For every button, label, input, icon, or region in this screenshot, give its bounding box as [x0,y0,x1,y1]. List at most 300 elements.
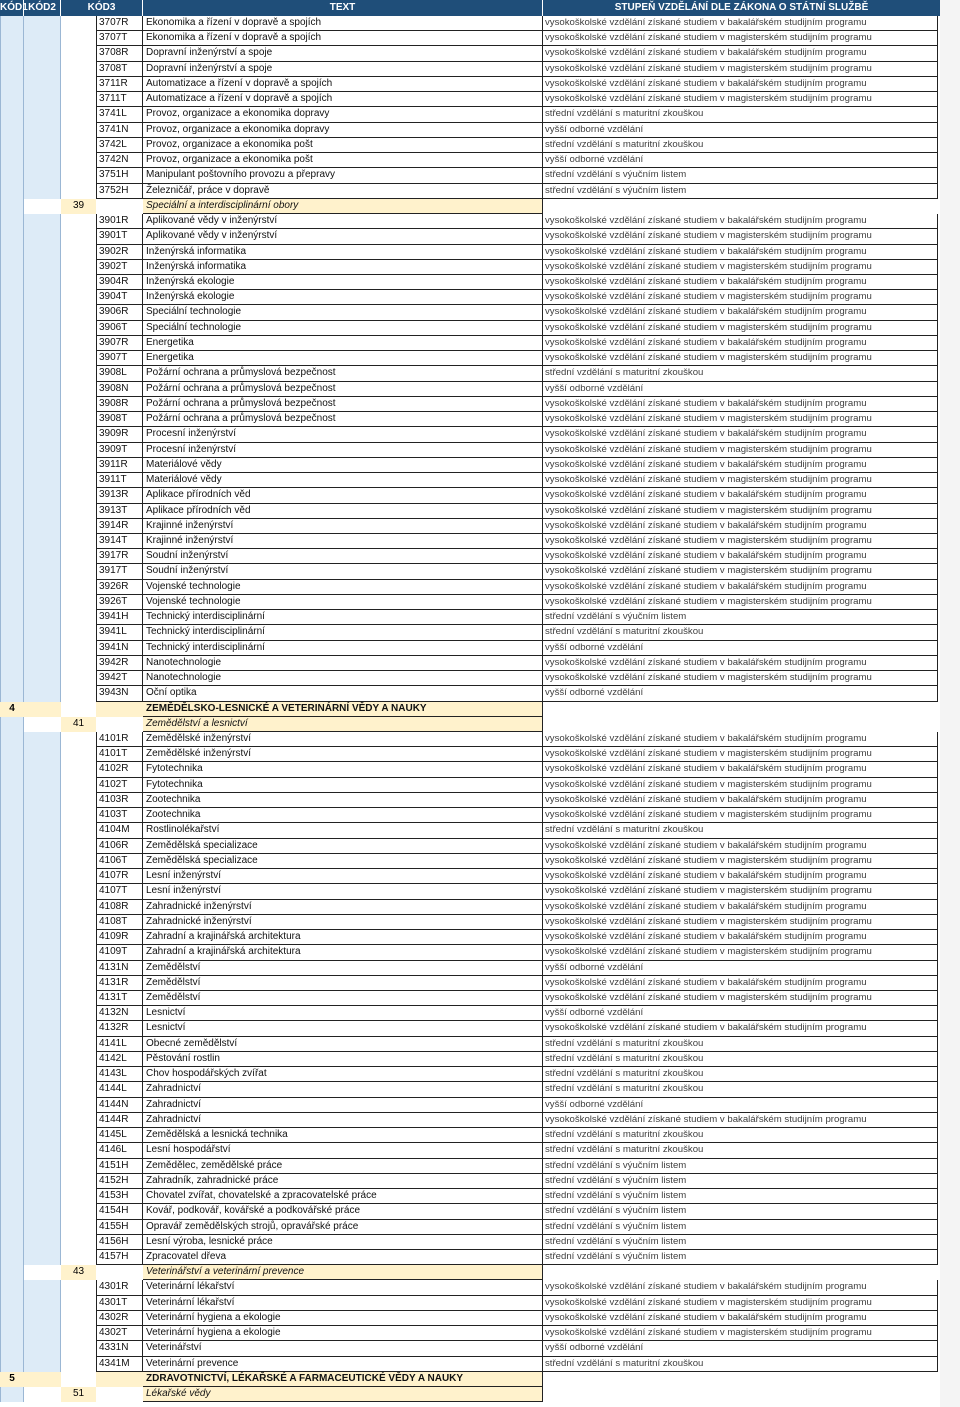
table-row[interactable] [0,1341,940,1356]
kod3-cell: 4131T [96,991,143,1006]
kod1-cell [0,1052,24,1067]
kod2-cell [24,473,61,488]
stupen-cell: vysokoškolské vzdělání získané studiem v magisterském studijním programu [543,260,938,275]
table-row[interactable] [0,564,940,579]
kod2-cell [24,412,61,427]
text-cell: Speciální a interdisciplinární obory [143,199,543,214]
text-cell: ZEMĚDĚLSKO-LESNICKÉ A VETERINÁRNÍ VĚDY A NAUKY [143,702,543,717]
stupen-cell: vysokoškolské vzdělání získané studiem v bakalářském studijním programu [543,1280,938,1295]
table-row[interactable] [0,549,940,564]
table-row[interactable] [0,290,940,305]
stupen-cell: střední vzdělání s maturitní zkouškou [543,625,938,640]
stupen-cell [543,1372,938,1387]
text-cell: Chovatel zvířat, chovatelské a zpracovatelské práce [143,1189,543,1204]
kod1-cell [0,519,24,534]
stupen-cell: střední vzdělání s maturitní zkouškou [543,1082,938,1097]
table-row[interactable] [0,46,940,61]
text-cell: Veterinární lékařství [143,1296,543,1311]
kod2-cell [24,245,61,260]
kod1-cell [0,351,24,366]
kod3-cell: 3941L [96,625,143,640]
kod3-cell: 4144L [96,1082,143,1097]
kod1-cell [0,290,24,305]
table-row[interactable] [0,839,940,854]
kod3-cell: 3926R [96,580,143,595]
stupen-cell: vysokoškolské vzdělání získané studiem v magisterském studijním programu [543,412,938,427]
stupen-cell: střední vzdělání s maturitní zkouškou [543,1128,938,1143]
table-row[interactable] [0,1296,940,1311]
kod1-cell [0,443,24,458]
table-row[interactable] [0,123,940,138]
kod1-cell [0,1189,24,1204]
stupen-cell: vysokoškolské vzdělání získané studiem v magisterském studijním programu [543,778,938,793]
table-row[interactable] [0,900,940,915]
kod3-cell: 4144N [96,1098,143,1113]
table-row[interactable] [0,412,940,427]
table-row[interactable] [0,1204,940,1219]
kod1-cell [0,945,24,960]
kod2-cell [24,854,61,869]
table-row[interactable] [0,229,940,244]
text-cell: Veterinární prevence [143,1357,543,1372]
kod3-cell: 4341M [96,1357,143,1372]
text-cell: Nanotechnologie [143,671,543,686]
table-row[interactable] [0,1357,940,1372]
table-row[interactable] [0,869,940,884]
stupen-cell: vysokoškolské vzdělání získané studiem v magisterském studijním programu [543,92,938,107]
table-row[interactable] [0,823,940,838]
kod1-cell [0,839,24,854]
table-row[interactable] [0,382,940,397]
stupen-cell: vysokoškolské vzdělání získané studiem v magisterském studijním programu [543,62,938,77]
stupen-cell: vysokoškolské vzdělání získané studiem v magisterském studijním programu [543,564,938,579]
group-row-level2[interactable] [0,1265,940,1280]
stupen-cell: vyšší odborné vzdělání [543,641,938,656]
kod1-cell [0,366,24,381]
text-cell: Železničář, práce v dopravě [143,184,543,199]
kod2-cell [24,869,61,884]
kod3-cell: 3911T [96,473,143,488]
kod2-cell [24,427,61,442]
text-cell: Manipulant poštovního provozu a přepravy [143,168,543,183]
table-row[interactable] [0,625,940,640]
kod3-cell [96,717,143,732]
kod2-cell [24,77,61,92]
kod1-cell [0,382,24,397]
table-row[interactable] [0,976,940,991]
stupen-cell [543,1387,938,1402]
kod1-cell [0,1265,24,1280]
stupen-cell: vyšší odborné vzdělání [543,1006,938,1021]
group-row-level1[interactable] [0,1372,940,1387]
kod1-cell [0,610,24,625]
stupen-cell: vysokoškolské vzdělání získané studiem v magisterském studijním programu [543,991,938,1006]
kod3-cell: 4108R [96,900,143,915]
kod1-cell [0,1357,24,1372]
text-cell: Požární ochrana a průmyslová bezpečnost [143,397,543,412]
kod1-cell [0,915,24,930]
text-cell: Zemědělské inženýrství [143,747,543,762]
kod2-cell [24,1204,61,1219]
table-row[interactable] [0,351,940,366]
stupen-cell: vysokoškolské vzdělání získané studiem v bakalářském studijním programu [543,458,938,473]
kod3-cell: 4109T [96,945,143,960]
stupen-cell: vysokoškolské vzdělání získané studiem v bakalářském studijním programu [543,869,938,884]
group-row-level2[interactable] [0,717,940,732]
kod2-cell [24,930,61,945]
stupen-cell: vysokoškolské vzdělání získané studiem v bakalářském studijním programu [543,275,938,290]
text-cell: Zahradnické inženýrství [143,915,543,930]
kod1-cell [0,549,24,564]
table-row[interactable] [0,92,940,107]
table-row[interactable] [0,168,940,183]
kod2-cell [24,488,61,503]
kod3-cell: 4132R [96,1021,143,1036]
stupen-cell: střední vzdělání s maturitní zkouškou [543,1037,938,1052]
kod1-cell [0,1204,24,1219]
text-cell: Inženýrská ekologie [143,275,543,290]
kod1-cell [0,214,24,229]
kod3-cell: 3913T [96,504,143,519]
stupen-cell: vysokoškolské vzdělání získané studiem v bakalářském studijním programu [543,336,938,351]
kod3-cell: 4156H [96,1235,143,1250]
stupen-cell: střední vzdělání s výučním listem [543,1159,938,1174]
kod2-cell [24,1037,61,1052]
kod2-cell [24,762,61,777]
stupen-cell: vysokoškolské vzdělání získané studiem v magisterském studijním programu [543,31,938,46]
kod2-cell [24,229,61,244]
table-row[interactable] [0,762,940,777]
table-row[interactable] [0,427,940,442]
stupen-cell: střední vzdělání s výučním listem [543,1235,938,1250]
kod3-cell: 3907R [96,336,143,351]
table-row[interactable] [0,686,940,701]
table-row[interactable] [0,930,940,945]
kod1-cell [0,260,24,275]
kod3-cell: 4151H [96,1159,143,1174]
group-row-level1[interactable] [0,702,940,717]
table-row[interactable] [0,808,940,823]
table-row[interactable] [0,245,940,260]
stupen-cell: vysokoškolské vzdělání získané studiem v bakalářském studijním programu [543,732,938,747]
stupen-cell: vysokoškolské vzdělání získané studiem v bakalářském studijním programu [543,427,938,442]
kod1-cell [0,1037,24,1052]
text-cell: Požární ochrana a průmyslová bezpečnost [143,412,543,427]
group-row-level2[interactable] [0,1387,940,1402]
kod2-cell [24,1280,61,1295]
table-row[interactable] [0,62,940,77]
table-row[interactable] [0,366,940,381]
table-row[interactable] [0,580,940,595]
table-row[interactable] [0,1052,940,1067]
kod2-cell [24,184,61,199]
table-row[interactable] [0,610,940,625]
text-cell: Provoz, organizace a ekonomika dopravy [143,123,543,138]
stupen-cell: vyšší odborné vzdělání [543,123,938,138]
kod3-cell: 4107T [96,884,143,899]
kod3-cell: 3742L [96,138,143,153]
kod2-cell [24,1250,61,1265]
table-row[interactable] [0,1311,940,1326]
kod3-cell: 3708T [96,62,143,77]
table-row[interactable] [0,336,940,351]
kod2-cell [24,305,61,320]
kod3-cell: 3711T [96,92,143,107]
table-row[interactable] [0,1280,940,1295]
kod3-cell [96,1265,143,1280]
kod2-cell [24,534,61,549]
stupen-cell: střední vzdělání s výučním listem [543,184,938,199]
kod2-cell [24,610,61,625]
kod1-cell [0,62,24,77]
kod3-cell: 3917R [96,549,143,564]
stupen-cell: střední vzdělání s výučním listem [543,1189,938,1204]
table-row[interactable] [0,488,940,503]
table-row[interactable] [0,31,940,46]
table-row[interactable] [0,534,940,549]
kod3-cell: 4132N [96,1006,143,1021]
stupen-cell: střední vzdělání s maturitní zkouškou [543,1052,938,1067]
kod2-cell [24,504,61,519]
kod2-cell [24,1021,61,1036]
stupen-cell: vysokoškolské vzdělání získané studiem v bakalářském studijním programu [543,488,938,503]
text-cell: Inženýrská ekologie [143,290,543,305]
text-cell: Vojenské technologie [143,580,543,595]
text-cell: Inženýrská informatika [143,260,543,275]
text-cell: Zootechnika [143,793,543,808]
text-cell: Lesní výroba, lesnické práce [143,1235,543,1250]
table-row[interactable] [0,214,940,229]
text-cell: Technický interdisciplinární [143,625,543,640]
stupen-cell: střední vzdělání s výučním listem [543,1204,938,1219]
table-row[interactable] [0,1021,940,1036]
text-cell: Speciální technologie [143,321,543,336]
table-row[interactable] [0,1006,940,1021]
stupen-cell: vysokoškolské vzdělání získané studiem v magisterském studijním programu [543,595,938,610]
text-cell: Veterinární hygiena a ekologie [143,1311,543,1326]
kod3-cell: 3926T [96,595,143,610]
table-row[interactable] [0,260,940,275]
stupen-cell: střední vzdělání s maturitní zkouškou [543,366,938,381]
kod1-cell [0,656,24,671]
kod3-cell: 3902T [96,260,143,275]
kod3-cell: 4302T [96,1326,143,1341]
table-row[interactable] [0,519,940,534]
table-row[interactable] [0,443,940,458]
table-row[interactable] [0,77,940,92]
table-row[interactable] [0,1326,940,1341]
group-row-level2[interactable] [0,199,940,214]
kod2-cell [24,1326,61,1341]
kod2-cell [24,945,61,960]
kod1-cell [0,1113,24,1128]
kod3-cell: 3752H [96,184,143,199]
kod2-cell [24,595,61,610]
kod3-cell: 3741N [96,123,143,138]
table-row[interactable] [0,656,940,671]
kod2-cell [24,46,61,61]
kod3-cell: 3907T [96,351,143,366]
kod1-cell [0,564,24,579]
text-cell: Procesní inženýrství [143,427,543,442]
table-row[interactable] [0,778,940,793]
table-row[interactable] [0,275,940,290]
kod3-cell [96,702,143,717]
table-row[interactable] [0,397,940,412]
text-cell: Lesnictví [143,1006,543,1021]
table-header [0,0,940,16]
table-row[interactable] [0,1189,940,1204]
table-row[interactable] [0,473,940,488]
table-row[interactable] [0,1082,940,1097]
text-cell: Lesní hospodářství [143,1143,543,1158]
text-cell: Chov hospodářských zvířat [143,1067,543,1082]
stupen-cell: vysokoškolské vzdělání získané studiem v bakalářském studijním programu [543,1311,938,1326]
kod1-cell [0,1326,24,1341]
kod3-cell: 3742N [96,153,143,168]
text-cell: Zahradnictví [143,1082,543,1097]
stupen-cell: vysokoškolské vzdělání získané studiem v magisterském studijním programu [543,945,938,960]
stupen-cell: střední vzdělání s maturitní zkouškou [543,1357,938,1372]
table-row[interactable] [0,305,940,320]
kod2-cell [24,1357,61,1372]
table-row[interactable] [0,854,940,869]
kod2-cell [24,1311,61,1326]
text-cell: Lesní inženýrství [143,884,543,899]
table-row[interactable] [0,793,940,808]
kod3-cell [96,1387,143,1402]
table-row[interactable] [0,1220,940,1235]
stupen-cell: vysokoškolské vzdělání získané studiem v bakalářském studijním programu [543,16,938,31]
stupen-cell: střední vzdělání s maturitní zkouškou [543,138,938,153]
kod3-cell: 3906T [96,321,143,336]
kod2-cell [24,1067,61,1082]
header-kod1: KÓD1 [0,0,24,16]
table-row[interactable] [0,1037,940,1052]
kod1-cell [0,671,24,686]
table-row[interactable] [0,458,940,473]
table-row[interactable] [0,1235,940,1250]
kod3-cell: 4301R [96,1280,143,1295]
kod2-cell [24,1128,61,1143]
table-row[interactable] [0,153,940,168]
kod2-cell [24,351,61,366]
stupen-cell: vyšší odborné vzdělání [543,686,938,701]
table-row[interactable] [0,671,940,686]
kod2-cell [24,564,61,579]
kod2-cell [24,1174,61,1189]
kod1-cell [0,336,24,351]
kod2-cell [24,778,61,793]
kod2-cell [24,747,61,762]
stupen-cell: vysokoškolské vzdělání získané studiem v bakalářském studijním programu [543,900,938,915]
kod3-cell: 3909T [96,443,143,458]
stupen-cell: vysokoškolské vzdělání získané studiem v bakalářském studijním programu [543,1021,938,1036]
table-row[interactable] [0,884,940,899]
kod3-cell: 4301T [96,1296,143,1311]
table-row[interactable] [0,1159,940,1174]
kod1-cell [0,321,24,336]
text-cell: Kovář, podkovář, kovářské a podkovářské práce [143,1204,543,1219]
table-row[interactable] [0,1250,940,1265]
table-row[interactable] [0,1098,940,1113]
stupen-cell: střední vzdělání s maturitní zkouškou [543,107,938,122]
text-cell: Zemědělství [143,961,543,976]
stupen-cell: vysokoškolské vzdělání získané studiem v magisterském studijním programu [543,1326,938,1341]
kod3-cell: 4106R [96,839,143,854]
kod2-cell [24,808,61,823]
kod2-cell [24,168,61,183]
kod2-cell [24,839,61,854]
table-row[interactable] [0,504,940,519]
table-row[interactable] [0,16,940,31]
scrollbar[interactable] [940,0,960,1407]
stupen-cell: střední vzdělání s maturitní zkouškou [543,1067,938,1082]
text-cell: Veterinární hygiena a ekologie [143,1326,543,1341]
text-cell: Soudní inženýrství [143,549,543,564]
stupen-cell: vysokoškolské vzdělání získané studiem v bakalářském studijním programu [543,762,938,777]
table-row[interactable] [0,961,940,976]
table-row[interactable] [0,991,940,1006]
kod2-cell [24,107,61,122]
table-row[interactable] [0,1067,940,1082]
kod3-cell: 3901R [96,214,143,229]
table-row[interactable] [0,184,940,199]
table-row[interactable] [0,138,940,153]
kod3-cell: 3917T [96,564,143,579]
table-row[interactable] [0,945,940,960]
kod1-cell [0,1341,24,1356]
kod3-cell: 3908L [96,366,143,381]
kod3-cell: 3914R [96,519,143,534]
stupen-cell: vysokoškolské vzdělání získané studiem v magisterském studijním programu [543,747,938,762]
kod1-cell [0,625,24,640]
text-cell: Zemědělství [143,976,543,991]
kod1-cell [0,686,24,701]
text-cell: Inženýrská informatika [143,245,543,260]
kod2-cell [24,321,61,336]
kod3-cell: 3707T [96,31,143,46]
table-row[interactable] [0,1113,940,1128]
kod3-cell: 4146L [96,1143,143,1158]
kod3-cell: 3943N [96,686,143,701]
table-row[interactable] [0,747,940,762]
table-row[interactable] [0,915,940,930]
table-row[interactable] [0,1128,940,1143]
text-cell: Zemědělská specializace [143,854,543,869]
stupen-cell: vyšší odborné vzdělání [543,1341,938,1356]
text-cell: Zpracovatel dřeva [143,1250,543,1265]
table-row[interactable] [0,595,940,610]
table-row[interactable] [0,107,940,122]
kod3-cell: 3902R [96,245,143,260]
table-row[interactable] [0,321,940,336]
kod2-cell [24,1265,61,1280]
kod3-cell: 3911R [96,458,143,473]
table-row[interactable] [0,732,940,747]
table-row[interactable] [0,1143,940,1158]
kod1-cell [0,580,24,595]
text-cell: Automatizace a řízení v dopravě a spojích [143,77,543,92]
kod3-cell: 3901T [96,229,143,244]
kod2-cell [24,336,61,351]
kod3-cell: 4107R [96,869,143,884]
table-row[interactable] [0,641,940,656]
table-row[interactable] [0,1174,940,1189]
kod1-cell [0,458,24,473]
text-cell: Fytotechnika [143,778,543,793]
text-cell: Soudní inženýrství [143,564,543,579]
